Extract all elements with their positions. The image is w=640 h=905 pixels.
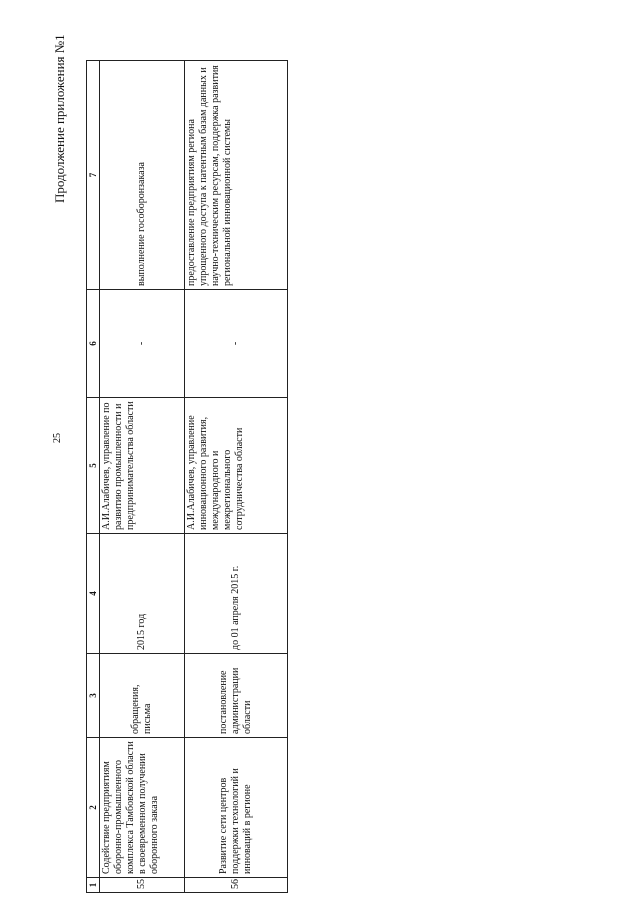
appendix-table [86,60,288,893]
column-number-row [87,61,100,893]
table-row [185,61,288,893]
col-number: 5 [87,398,100,534]
document-cell: постановление администрации области [185,654,288,738]
table-row [100,61,185,893]
financing-cell: - [185,290,288,398]
deadline-cell: до 01 апреля 2015 г. [185,534,288,654]
activity-cell: Содействие предприятиям оборонно-промышленного комплекса Тамбовской области в своевременном получении оборонного заказа [100,738,185,878]
col-number: 7 [87,61,100,290]
financing-cell: - [100,290,185,398]
col-number: 6 [87,290,100,398]
row-number: 56 [185,878,288,893]
row-number: 55 [100,878,185,893]
col-number: 4 [87,534,100,654]
responsible-cell: А.И.Алабичев, управление инновационного развития, международного и межрегионального сотрудничества области [185,398,288,534]
col-number: 3 [87,654,100,738]
col-number: 1 [87,878,100,893]
col-number: 2 [87,738,100,878]
document-cell: обращения, письма [100,654,185,738]
activity-cell: Развитие сети центров поддержки технологий и инноваций в регионе [185,738,288,878]
page-number: 25 [52,433,63,443]
responsible-cell: А.И.Алабичев, управление по развитию промышленности и предпринимательства области [100,398,185,534]
continuation-note: Продолжение приложения №1 [52,34,67,203]
result-cell: предоставление предприятиям региона упрощенного доступа к патентным базам данных и научно-техническим ресурсам, поддержка развития региональной инновационной системы [185,61,288,290]
deadline-cell: 2015 год [100,534,185,654]
result-cell: выполнение гособоронзаказа [100,61,185,290]
